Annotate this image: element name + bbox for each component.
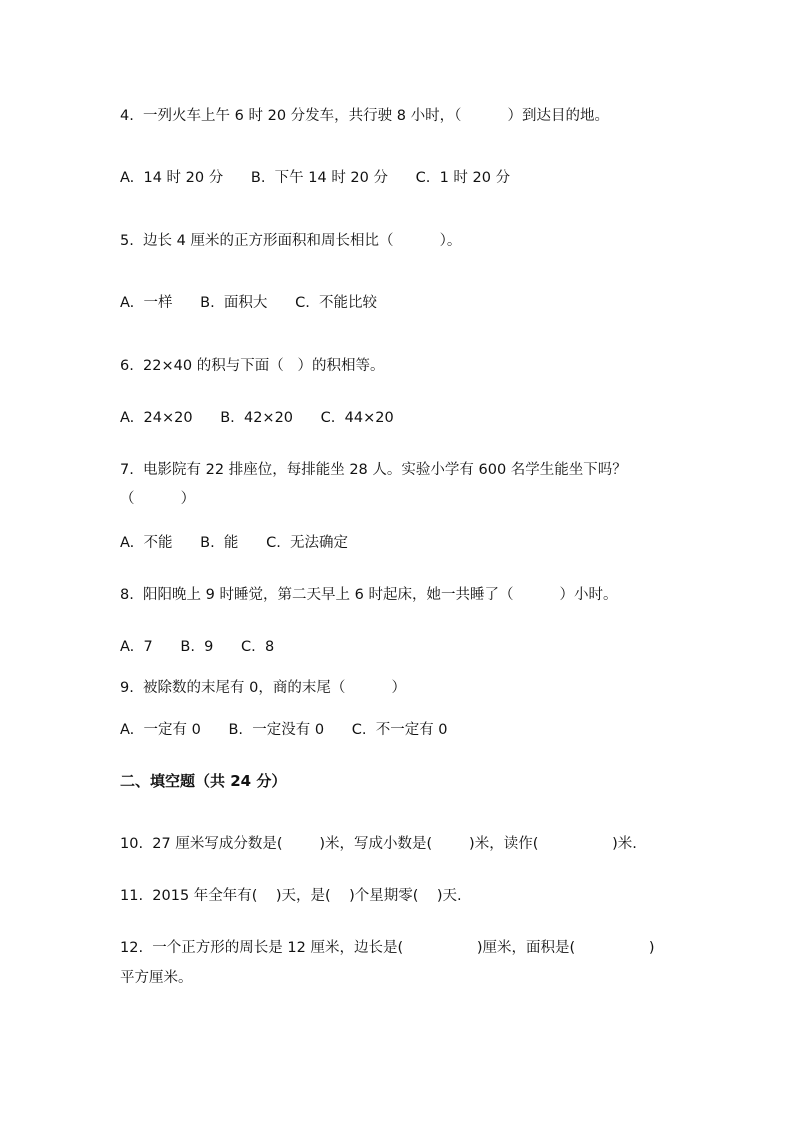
question-5-options: A. 一样 B. 面积大 C. 不能比较 xyxy=(120,295,378,311)
question-6-stem: 6. 22×40 的积与下面（ ）的积相等。 xyxy=(120,358,385,374)
question-9-stem: 9. 被除数的末尾有 0，商的末尾（ ） xyxy=(120,680,406,696)
question-7-stem: 7. 电影院有 22 排座位，每排能坐 28 人。实验小学有 600 名学生能坐下吗？ xyxy=(120,462,627,478)
question-7-options: A. 不能 B. 能 C. 无法确定 xyxy=(120,535,349,551)
question-8-stem: 8. 阳阳晚上 9 时睡觉，第二天早上 6 时起床，她一共睡了（ ）小时。 xyxy=(120,587,618,603)
question-6-options: A. 24×20 B. 42×20 C. 44×20 xyxy=(120,410,394,426)
question-11: 11. 2015 年全年有( )天，是( )个星期零( )天. xyxy=(120,888,462,904)
section-title: 二、填空题（共 24 分） xyxy=(120,772,287,790)
question-4-options: A. 14 时 20 分 B. 下午 14 时 20 分 C. 1 时 20 分 xyxy=(120,170,511,186)
question-12: 12. 一个正方形的周长是 12 厘米，边长是( )厘米，面积是( ) xyxy=(120,940,655,956)
question-12-continued: 平方厘米。 xyxy=(120,970,193,986)
question-7-stem-continued: （ ） xyxy=(120,491,196,507)
question-9-options: A. 一定有 0 B. 一定没有 0 C. 不一定有 0 xyxy=(120,722,448,738)
question-10: 10. 27 厘米写成分数是( )米，写成小数是( )米，读作( )米. xyxy=(120,836,637,852)
question-5-stem: 5. 边长 4 厘米的正方形面积和周长相比（ ）。 xyxy=(120,233,462,249)
question-8-options: A. 7 B. 9 C. 8 xyxy=(120,639,275,655)
question-4-stem: 4. 一列火车上午 6 时 20 分发车，共行驶 8 小时，（ ）到达目的地。 xyxy=(120,108,609,124)
